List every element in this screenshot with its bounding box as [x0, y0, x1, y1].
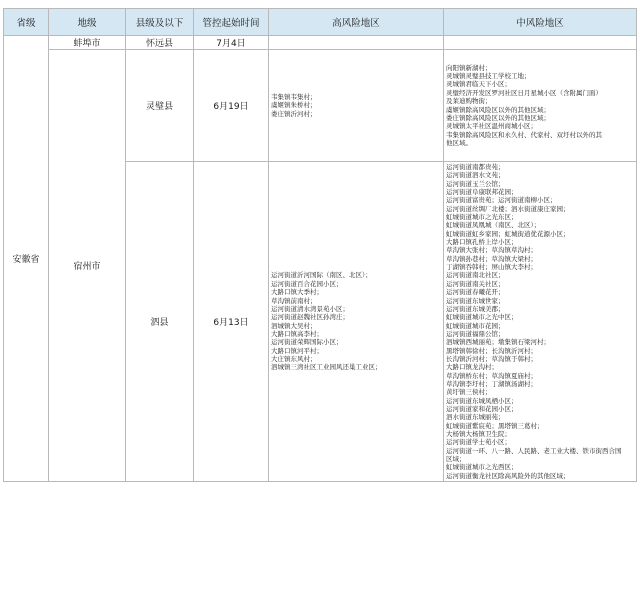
table-row-lingbi — [4, 50, 637, 162]
area-item: 草沟镇大张村；草沟镇草沟村； — [446, 246, 537, 255]
area-item: 运河街道南都贵苑； — [446, 163, 505, 171]
area-item: 运河街道泗水文苑； — [446, 171, 505, 180]
date-huaiyuan: 7月4日 — [194, 36, 269, 50]
area-item: 虹城街道城市之光东区； — [446, 213, 518, 222]
area-item: 大路口镇高李村； — [271, 329, 323, 338]
area-item: 运河街道南北社区； — [446, 271, 505, 280]
area-item: 泗城镇三湾社区工业园风还巢工业区； — [271, 363, 382, 372]
county-sixian: 泗县 — [126, 162, 194, 482]
header-county: 县级及以下 — [126, 9, 194, 36]
area-item: 区域； — [446, 455, 466, 464]
medium-huaiyuan — [444, 36, 637, 50]
area-item: 灵城镇灵璧县技工学校工地； — [446, 72, 531, 81]
area-item: 运河街道衡龙社区除高风险外的其他区域； — [446, 471, 570, 480]
area-item: 运河街道福鼎公馆； — [446, 329, 505, 338]
header-high-risk: 高风险地区 — [269, 9, 444, 36]
area-item: 娄庄镇除高风险区以外的其他区域； — [446, 113, 550, 122]
header-medium-risk: 中风险地区 — [444, 9, 637, 36]
area-item: 娄庄镇沂河村； — [271, 109, 317, 118]
medium-risk-list-lingbi — [444, 50, 637, 162]
area-item: 草沟镇孙巷村；草沟镇大梁村； — [446, 254, 537, 263]
area-item: 大路口镇孔桥上岸小区； — [446, 238, 518, 247]
area-item: 韦集镇韦集村； — [271, 92, 317, 101]
table-row-bengbu — [4, 36, 637, 50]
area-item: 黑塔镇韩徐村；长沟镇沂河村； — [446, 346, 537, 355]
area-item: 灵城镇君临天下小区； — [446, 80, 511, 89]
county-huaiyuan: 怀远县 — [126, 36, 194, 50]
area-item: 丁湖镇吞韩村；屏山镇大李村； — [446, 263, 537, 272]
area-item: 大路口镇河平村； — [271, 346, 323, 355]
area-item: 虹城街道城市之光中区； — [446, 313, 518, 322]
medium-risk-list-sixian — [444, 162, 637, 482]
area-item: 草沟镇前南村； — [271, 296, 317, 305]
high-risk-list-sixian — [269, 162, 444, 482]
area-item: 黄圩镇三侯村； — [446, 388, 492, 397]
area-item: 灵城镇太平社区温州商城小区； — [446, 122, 537, 131]
header-city: 地级 — [49, 9, 126, 36]
area-item: 运河街道荣辉国际小区； — [271, 338, 343, 347]
date-sixian: 6月13日 — [194, 162, 269, 482]
area-item: 运河街道家和花园小区； — [446, 404, 518, 413]
city-suzhou: 宿州市 — [49, 50, 126, 482]
area-item: 运河街道东城凤栖小区； — [446, 396, 518, 405]
area-item: 运河街道沂河国际（南区、北区）； — [271, 271, 372, 280]
province-cell: 安徽省 — [4, 36, 49, 482]
area-item: 运河街道玉兰公馆； — [446, 179, 505, 188]
header-province: 省级 — [4, 9, 49, 36]
area-item: 虞姬镇朱桥村； — [271, 101, 317, 110]
area-item: 运河街道学士苑小区； — [446, 438, 511, 447]
area-item: 运河街道丝绸厂北楼；泗水街道康庄家园； — [446, 204, 570, 213]
area-item: 虹城街道城市花园； — [446, 321, 505, 330]
area-item: 运河街道春曦花开； — [446, 288, 505, 297]
area-item: 运河街道一环、八一路、人民路、老工业大楼、铁市街西合国 — [446, 446, 622, 455]
area-item: 大庄镇东风村； — [271, 354, 317, 363]
header-row — [4, 9, 637, 36]
area-item: 运河街道阜康联邦花园； — [446, 188, 518, 197]
area-item: 他区域。 — [446, 138, 472, 147]
header-control-start: 管控起始时间 — [194, 9, 269, 36]
area-item: 草沟镇李圩村；丁湖镇汤湖村； — [446, 379, 537, 388]
area-item: 泗城镇西城丽苑；墩集镇石梁河村； — [446, 338, 550, 347]
area-item: 泗城镇大吴村； — [271, 321, 317, 330]
area-item: 大路口镇龙沟村； — [446, 363, 498, 372]
area-item: 虹城街道紫宸苑；黑塔镇三葛村； — [446, 421, 544, 430]
area-item: 虹城街道城市之光西区； — [446, 463, 518, 472]
area-item: 运河街道东城世家； — [446, 296, 505, 305]
area-item: 虹城街道虹乡家园；虹城街道优花源小区； — [446, 229, 570, 238]
area-item: 向阳镇新湖村； — [446, 63, 492, 72]
area-item: 灵璧经济开发区罗河社区日月星城小区（含附属门面） — [446, 88, 602, 97]
area-item: 运河街道南关社区； — [446, 279, 505, 288]
area-item: 运河街道赵魏社区孙湾庄； — [271, 313, 349, 322]
area-item: 韦集镇除高风险区和永久村、代家村、双圩村以外的其 — [446, 130, 602, 139]
area-item: 大路口镇大季村； — [271, 288, 323, 297]
area-item: 虞姬镇除高风险区以外的其他区域； — [446, 105, 550, 114]
area-item: 草沟镇桥东村；草沟镇夏庙村； — [446, 371, 537, 380]
area-item: 及莱迪购物街； — [446, 97, 492, 106]
high-risk-list-lingbi — [269, 50, 444, 162]
area-item: 运河街道富贵苑；运河街道南柳小区； — [446, 196, 557, 205]
area-item: 运河街道百合花园小区； — [271, 279, 343, 288]
area-item: 长沟镇沂河村；草沟镇于韩村； — [446, 354, 537, 363]
high-huaiyuan — [269, 36, 444, 50]
area-item: 运河街道清水湾景苑小区； — [271, 304, 349, 313]
date-lingbi: 6月19日 — [194, 50, 269, 162]
county-lingbi: 灵璧县 — [126, 50, 194, 162]
area-item: 大杨镇大杨镇卫生院； — [446, 430, 511, 438]
city-bengbu: 蚌埠市 — [49, 36, 126, 50]
area-item: 虹城街道凤凰城（南区、北区）； — [446, 221, 541, 230]
area-item: 运河街道东城美郡； — [446, 304, 505, 313]
risk-area-table — [3, 8, 637, 482]
area-item: 泗水街道东城丽苑； — [446, 413, 505, 422]
